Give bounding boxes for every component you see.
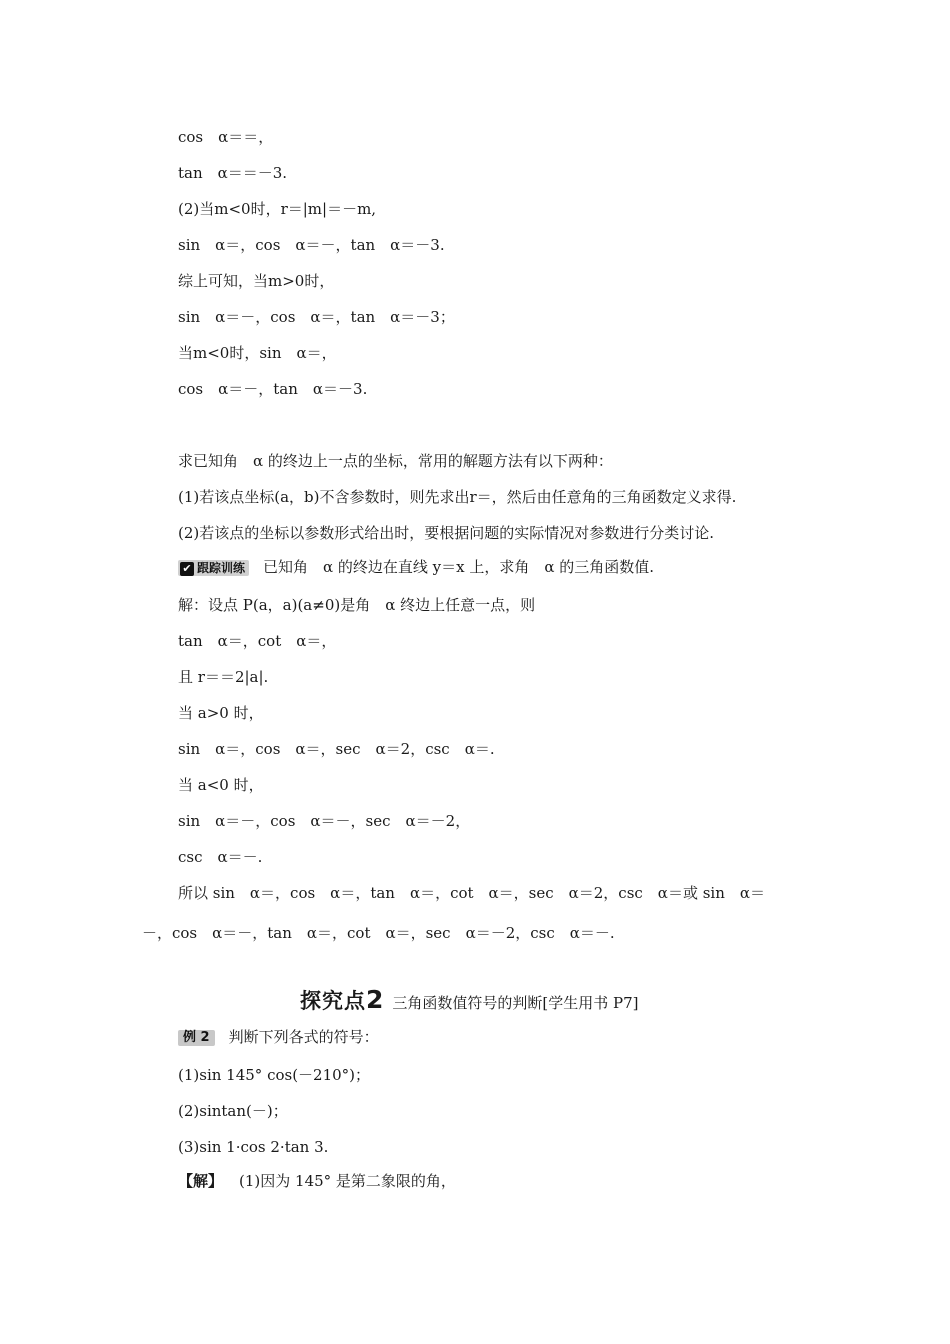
method-item-2: (2)若该点的坐标以参数形式给出时，要根据问题的实际情况对参数进行分类讨论. xyxy=(178,524,715,542)
text-line: tan α＝，cot α＝， xyxy=(178,632,337,650)
text-line: tan α＝＝－3. xyxy=(178,164,288,182)
text-line: 解：设点 P(a，a)(a≠0)是角 α 终边上任意一点，则 xyxy=(178,596,536,614)
text-line: 且 r＝＝2|a|. xyxy=(178,668,269,686)
text-line: sin α＝－，cos α＝－，sec α＝－2， xyxy=(178,812,471,830)
text-line: 当m<0时，sin α＝， xyxy=(178,344,337,362)
text-line: cos α＝＝， xyxy=(178,128,274,146)
example-badge: 例 2 xyxy=(178,1030,215,1046)
section-heading xyxy=(300,986,639,1017)
text-line: 综上可知，当m>0时， xyxy=(178,272,335,290)
text-line: 所以 sin α＝，cos α＝，tan α＝，cot α＝，sec α＝2，csc α＝或 sin α＝ xyxy=(178,884,765,902)
text-line: 当 a<0 时， xyxy=(178,776,264,794)
example-question-1: (1)sin 145° cos(－210°)； xyxy=(178,1066,371,1084)
method-item-1: (1)若该点坐标(a，b)不含参数时，则先求出r＝，然后由任意角的三角函数定义求得. xyxy=(178,488,737,506)
example-question-2: (2)sintan(－)； xyxy=(178,1102,288,1120)
text-line: cos α＝－，tan α＝－3. xyxy=(178,380,368,398)
text-line: －，cos α＝－，tan α＝，cot α＝，sec α＝－2，csc α＝－. xyxy=(142,924,615,942)
example-question-3: (3)sin 1·cos 2·tan 3. xyxy=(178,1138,329,1156)
practice-badge: ✔ 跟踪训练 xyxy=(178,560,249,576)
section-subtitle: 三角函数值符号的判断[学生用书 P7] xyxy=(392,994,639,1012)
text-line: csc α＝－. xyxy=(178,848,263,866)
text-line: sin α＝，cos α＝，sec α＝2，csc α＝. xyxy=(178,740,495,758)
example-prompt: 例 2 判断下列各式的符号： xyxy=(178,1026,379,1048)
method-summary: 求已知角 α 的终边上一点的坐标，常用的解题方法有以下两种： xyxy=(178,452,613,470)
check-icon: ✔ xyxy=(180,562,194,576)
practice-question: ✔ 跟踪训练 已知角 α 的终边在直线 y＝x 上，求角 α 的三角函数值. xyxy=(178,556,654,578)
solution-label: 【解】 xyxy=(178,1172,224,1190)
text-line: sin α＝－，cos α＝，tan α＝－3； xyxy=(178,308,455,326)
text-line: 当 a>0 时， xyxy=(178,704,264,722)
section-title: 探究点2 xyxy=(300,985,385,1014)
text-line: sin α＝，cos α＝－，tan α＝－3. xyxy=(178,236,445,254)
text-line: (2)当m<0时，r＝|m|＝－m, xyxy=(178,200,377,218)
solution-line: 【解】 (1)因为 145° 是第二象限的角， xyxy=(178,1172,456,1190)
